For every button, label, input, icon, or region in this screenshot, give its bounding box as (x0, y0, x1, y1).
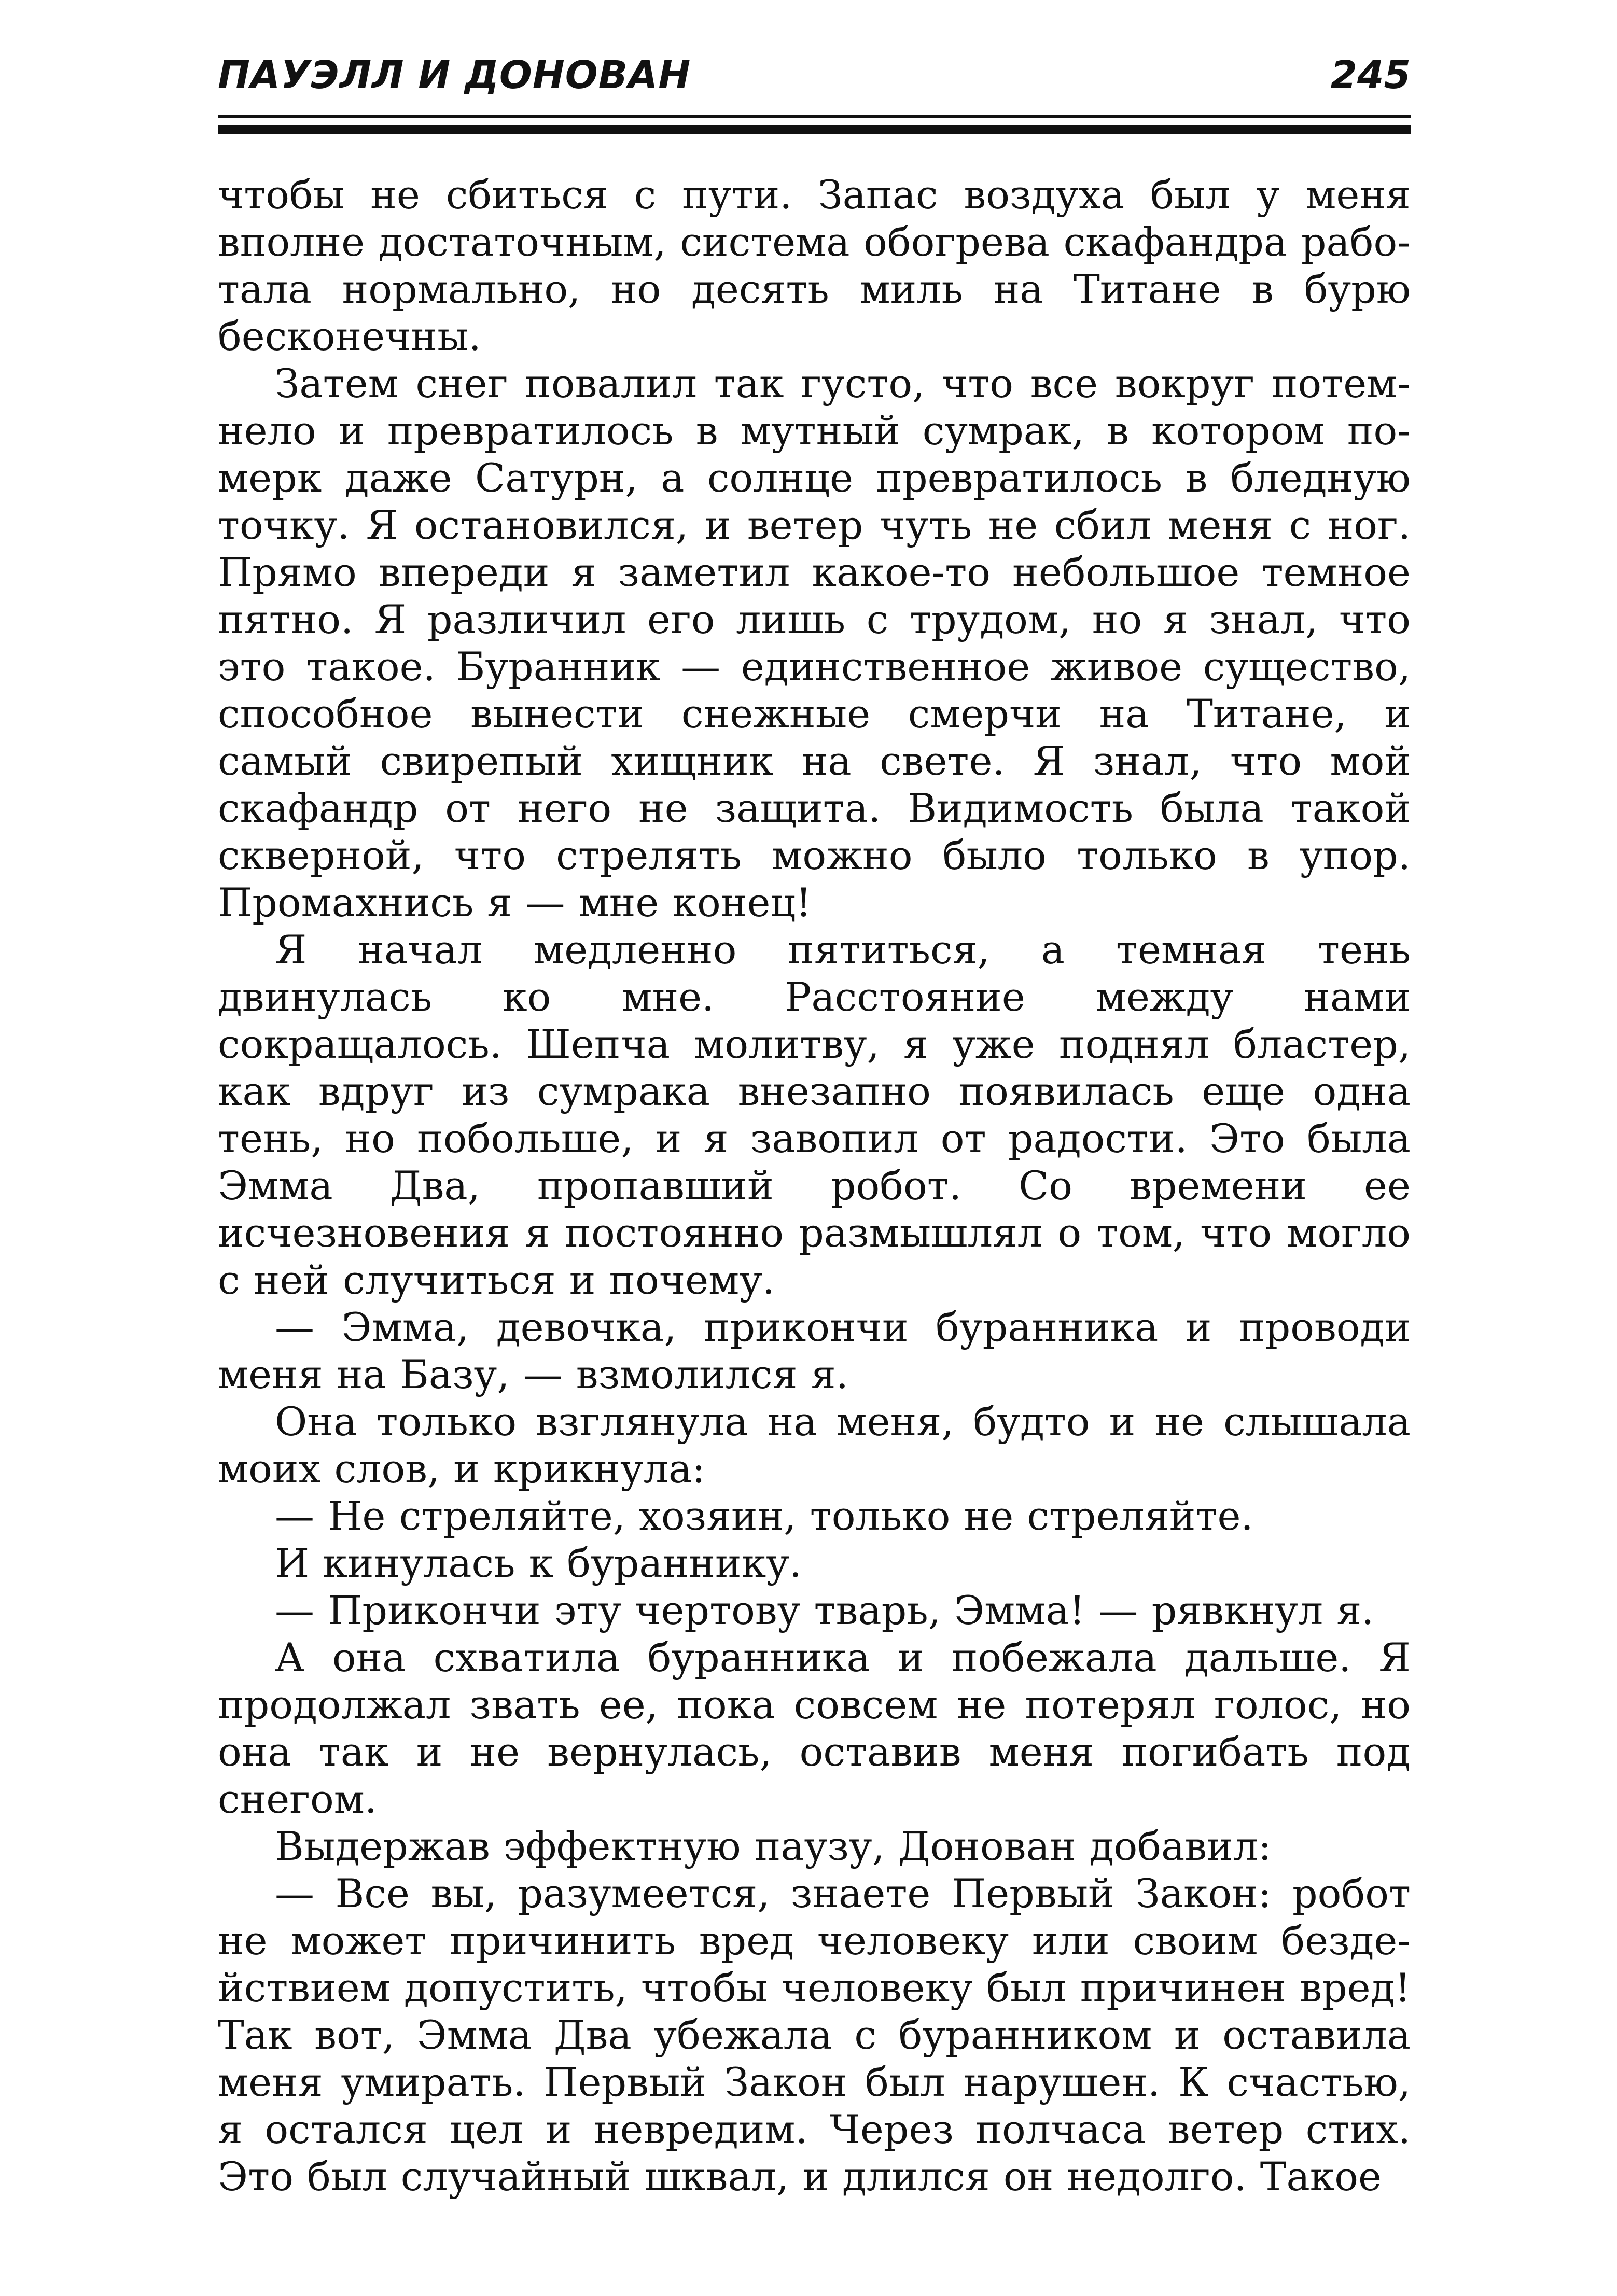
paragraph-9: А она схватила буранника и побежала дальше. Я продолжал звать ее, пока совсем не потерял голос, но она так и не вернулась, оставив меня погибать под снегом. (218, 1634, 1411, 1822)
header-rule-thick (218, 125, 1411, 134)
paragraph-11: — Все вы, разумеется, знаете Первый Закон: робот не может причинить вред человеку или своим бездействием допустить, чтобы человеку был причинен вред! Так вот, Эмма Два убежала с буранником и оставила меня умирать. Первый Закон был нарушен. К счастью, я остался цел и невредим. Через полчаса ветер стих. Это был случайный шквал, и длился он недолго. Такое (218, 1870, 1411, 2200)
paragraph-3: Я начал медленно пятиться, а темная тень двинулась ко мне. Расстояние между нами сокращалось. Шепча молитву, я уже поднял бластер, как вдруг из сумрака внезапно появилась еще одна тень, но побольше, и я завопил от радости. Это была Эмма Два, пропавший робот. Со времени ее исчезновения я постоянно размышлял о том, что могло с ней случиться и почему. (218, 927, 1411, 1303)
paragraph-1: чтобы не сбиться с пути. Запас воздуха был у меня вполне достаточным, система обогрева скафандра работала нормально, но десять миль на Титане в бурю бесконечны. (218, 172, 1411, 359)
paragraph-8: — Прикончи эту чертову тварь, Эмма! — рявкнул я. (275, 1587, 1374, 1633)
paragraph-2: Затем снег повалил так густо, что все вокруг потемнело и превратилось в мутный сумрак, в котором померк даже Сатурн, а солнце превратилось в бледную точку. Я остановился, и ветер чуть не сбил меня с ног. Прямо впереди я заметил какое-то небольшое темное пятно. Я различил его лишь с трудом, но я знал, что это такое. Буранник — единственное живое существо, способное вынести снежные смерчи на Титане, и самый свирепый хищник на свете. Я знал, что мой скафандр от него не защита. Видимость была такой скверной, что стрелять можно было только в упор. Промахнись я — мне конец! (218, 360, 1411, 926)
paragraph-4: — Эмма, девочка, прикончи буранника и проводи меня на Базу, — взмолился я. (218, 1304, 1411, 1397)
paragraph-5: Она только взглянула на меня, будто и не слышала моих слов, и крикнула: (218, 1398, 1411, 1492)
header-rule-thin (218, 115, 1411, 118)
paragraph-7: И кинулась к бураннику. (275, 1540, 802, 1586)
text-body (218, 171, 1411, 2200)
running-title: ПАУЭЛЛ И ДОНОВАН (218, 53, 691, 97)
running-head (218, 49, 1411, 106)
page-number: 245 (1330, 53, 1411, 97)
paragraph-6: — Не стреляйте, хозяин, только не стреляйте. (275, 1493, 1253, 1539)
paragraph-10: Выдержав эффектную паузу, Донован добавил: (275, 1823, 1272, 1869)
